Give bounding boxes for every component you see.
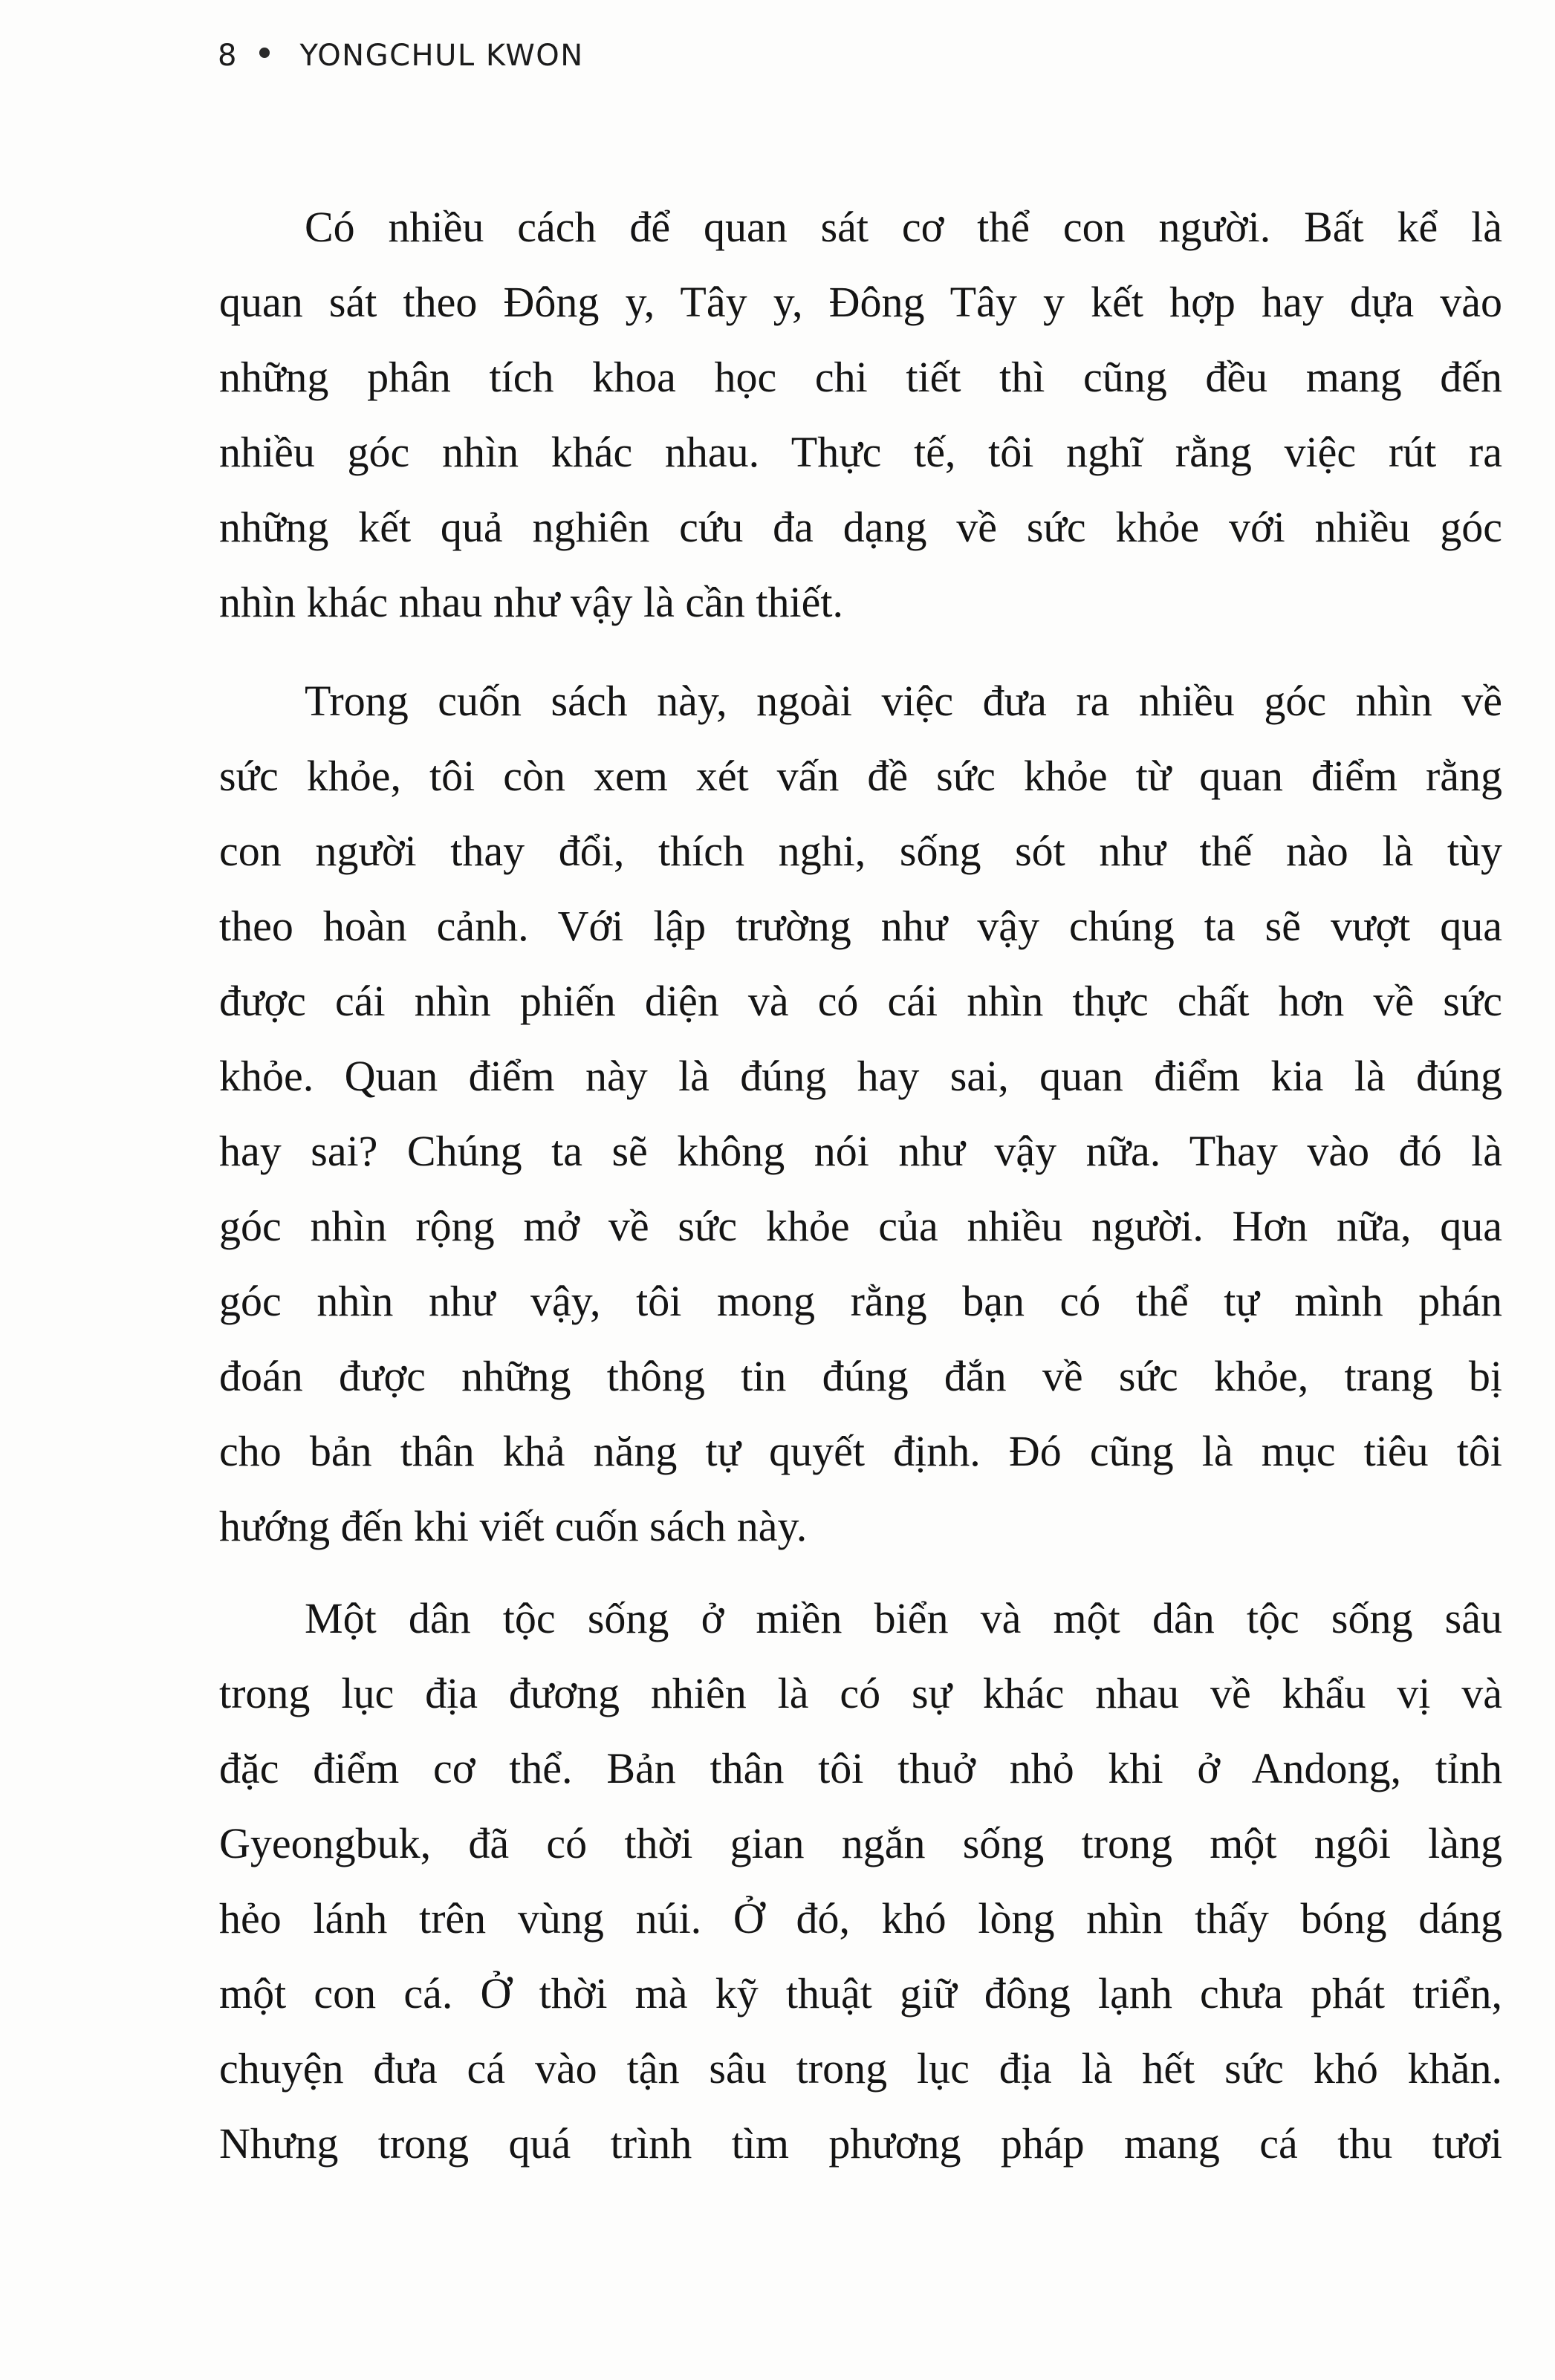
text-line: sức khỏe, tôi còn xem xét vấn đề sức khỏe từ quan điểm rằng bbox=[219, 752, 1502, 800]
text-line: chuyện đưa cá vào tận sâu trong lục địa là hết sức khó khăn. bbox=[219, 2044, 1502, 2093]
text-line: hướng đến khi viết cuốn sách này. bbox=[219, 1502, 808, 1550]
text-line: Có nhiều cách để quan sát cơ thể con người. Bất kể là bbox=[305, 203, 1502, 251]
text-line: nhiều góc nhìn khác nhau. Thực tế, tôi nghĩ rằng việc rút ra bbox=[219, 428, 1502, 476]
text-line: những kết quả nghiên cứu đa dạng về sức khỏe với nhiều góc bbox=[219, 503, 1502, 551]
text-line: Gyeongbuk, đã có thời gian ngắn sống trong một ngôi làng bbox=[219, 1819, 1502, 1867]
text-line: được cái nhìn phiến diện và có cái nhìn thực chất hơn về sức bbox=[219, 977, 1502, 1025]
bullet-separator-icon bbox=[259, 48, 270, 58]
text-line: một con cá. Ở thời mà kỹ thuật giữ đông lạnh chưa phát triển, bbox=[219, 1969, 1502, 2018]
page-number: 8 bbox=[218, 39, 238, 73]
text-line: khỏe. Quan điểm này là đúng hay sai, quan điểm kia là đúng bbox=[219, 1052, 1502, 1100]
running-header bbox=[218, 39, 584, 76]
text-line: góc nhìn như vậy, tôi mong rằng bạn có thể tự mình phán bbox=[219, 1277, 1502, 1325]
text-line: góc nhìn rộng mở về sức khỏe của nhiều người. Hơn nữa, qua bbox=[219, 1202, 1502, 1250]
text-line: hay sai? Chúng ta sẽ không nói như vậy nữa. Thay vào đó là bbox=[219, 1127, 1502, 1175]
text-line: theo hoàn cảnh. Với lập trường như vậy chúng ta sẽ vượt qua bbox=[219, 902, 1502, 950]
text-line: cho bản thân khả năng tự quyết định. Đó cũng là mục tiêu tôi bbox=[219, 1427, 1502, 1475]
text-line: đặc điểm cơ thể. Bản thân tôi thuở nhỏ khi ở Andong, tỉnh bbox=[219, 1744, 1502, 1792]
text-line: quan sát theo Đông y, Tây y, Đông Tây y kết hợp hay dựa vào bbox=[219, 278, 1502, 326]
text-line: đoán được những thông tin đúng đắn về sức khỏe, trang bị bbox=[219, 1352, 1502, 1400]
text-line: con người thay đổi, thích nghi, sống sót như thế nào là tùy bbox=[219, 827, 1502, 875]
text-line: Một dân tộc sống ở miền biển và một dân tộc sống sâu bbox=[305, 1594, 1502, 1642]
text-line: nhìn khác nhau như vậy là cần thiết. bbox=[219, 578, 843, 626]
text-line: những phân tích khoa học chi tiết thì cũng đều mang đến bbox=[219, 353, 1502, 401]
author-name: YONGCHUL KWON bbox=[299, 39, 584, 73]
text-line: trong lục địa đương nhiên là có sự khác nhau về khẩu vị và bbox=[219, 1669, 1502, 1717]
text-line: Nhưng trong quá trình tìm phương pháp mang cá thu tươi bbox=[219, 2119, 1502, 2168]
text-line: Trong cuốn sách này, ngoài việc đưa ra nhiều góc nhìn về bbox=[305, 677, 1502, 725]
text-line: hẻo lánh trên vùng núi. Ở đó, khó lòng nhìn thấy bóng dáng bbox=[219, 1894, 1502, 1942]
